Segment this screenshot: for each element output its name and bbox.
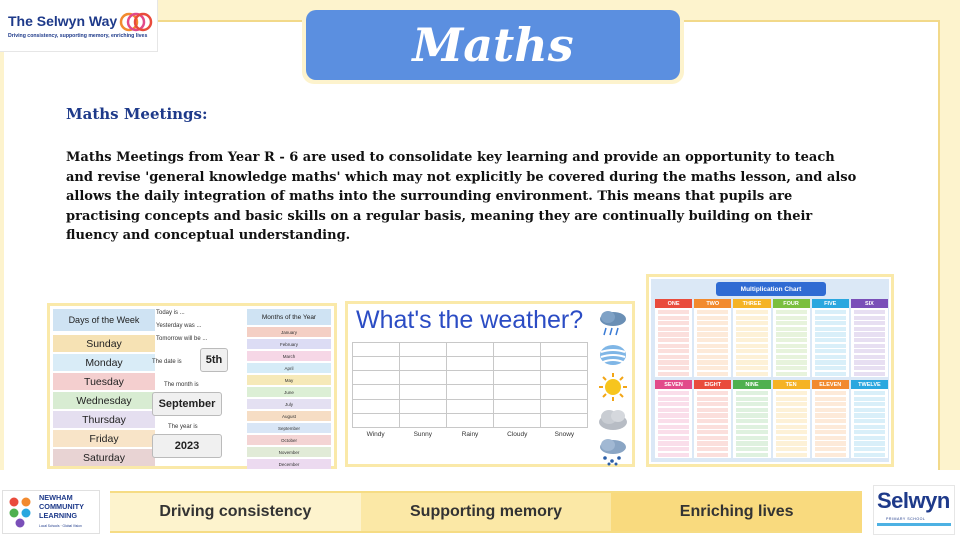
section-heading: Maths Meetings: xyxy=(66,105,208,123)
times-table-row xyxy=(658,327,689,331)
times-table-row xyxy=(697,425,728,429)
times-table-rows xyxy=(733,389,770,460)
times-table-row xyxy=(697,366,728,370)
times-table-row xyxy=(854,419,885,423)
cloud-icon xyxy=(596,404,630,434)
times-table-row xyxy=(697,355,728,359)
times-table-row xyxy=(736,355,767,359)
times-table-row xyxy=(815,338,846,342)
weather-grid-cell xyxy=(447,413,494,427)
weather-grid-cell xyxy=(494,385,541,399)
times-table-row xyxy=(736,327,767,331)
times-table xyxy=(851,380,888,458)
newham-logo xyxy=(2,490,100,534)
times-table-row xyxy=(697,349,728,353)
times-table-row xyxy=(854,408,885,412)
times-table-heading: NINE xyxy=(733,380,770,389)
times-table-row xyxy=(854,391,885,395)
times-table-row xyxy=(776,441,807,445)
tables-grid xyxy=(655,299,888,458)
times-table-row xyxy=(658,316,689,320)
weather-grid-row xyxy=(353,371,588,385)
times-table-row xyxy=(697,321,728,325)
month-row: March xyxy=(247,351,331,361)
times-table-row xyxy=(815,360,846,364)
times-table-row xyxy=(815,316,846,320)
times-table-row xyxy=(854,332,885,336)
times-table-row xyxy=(815,402,846,406)
times-table-rows xyxy=(694,389,731,460)
times-table xyxy=(655,380,692,458)
newham-line: NEWHAM xyxy=(39,493,73,502)
weather-grid-cell xyxy=(447,357,494,371)
month-row: December xyxy=(247,459,331,469)
times-table-row xyxy=(854,310,885,314)
times-table-row xyxy=(854,360,885,364)
times-table-row xyxy=(815,349,846,353)
times-table-heading: TEN xyxy=(773,380,810,389)
weather-column-label: Cloudy xyxy=(507,431,528,438)
times-table-row xyxy=(697,413,728,417)
times-table-row xyxy=(736,360,767,364)
month-row: September xyxy=(247,423,331,433)
days-column xyxy=(53,309,155,468)
newham-name xyxy=(39,494,84,520)
times-table-row xyxy=(736,447,767,451)
times-table xyxy=(733,299,770,377)
logo-underline xyxy=(877,523,951,526)
times-table-row xyxy=(736,372,767,376)
times-table-row xyxy=(776,453,807,457)
date-label: The date is xyxy=(152,359,182,365)
rings-logo-icon xyxy=(118,10,154,34)
times-table-row xyxy=(658,430,689,434)
yesterday-label: Yesterday was ... xyxy=(156,323,202,329)
times-table-row xyxy=(776,344,807,348)
times-table-row xyxy=(697,436,728,440)
weather-grid-cell xyxy=(400,357,447,371)
times-table-row xyxy=(815,419,846,423)
times-table-row xyxy=(736,453,767,457)
year-value: 2023 xyxy=(152,434,222,458)
times-table-row xyxy=(854,413,885,417)
month-row: April xyxy=(247,363,331,373)
weather-column-label: Rainy xyxy=(461,431,479,438)
newham-line: COMMUNITY xyxy=(39,501,84,511)
selwyn-school-logo xyxy=(873,485,955,535)
times-table-heading: ELEVEN xyxy=(812,380,849,389)
month-label: The month is xyxy=(164,382,199,388)
selwyn-way-logo xyxy=(0,0,158,52)
day-row: Tuesday xyxy=(53,373,155,390)
section-paragraph: Maths Meetings from Year R - 6 are used to consolidate key learning and provide an opportunity to teach and revise 'general knowledge maths' which may not explicitly be covered during the maths lesson, and also allows the daily integration of maths into the surrounding environment. This means that pupils are practising concepts and basic skills on a regular basis, meaning they are continually building on their fluency and conceptual understanding. xyxy=(66,150,857,243)
times-table-rows xyxy=(851,389,888,460)
weather-title: What's the weather? xyxy=(356,306,584,334)
months-heading: Months of the Year xyxy=(247,309,331,325)
times-table-row xyxy=(697,344,728,348)
times-table-rows xyxy=(655,389,692,460)
times-table-rows xyxy=(812,389,849,460)
weather-grid-cell xyxy=(447,399,494,413)
weather-grid-cell xyxy=(494,371,541,385)
times-table-row xyxy=(658,360,689,364)
times-table-rows xyxy=(851,308,888,379)
times-table-row xyxy=(854,327,885,331)
times-table-row xyxy=(854,338,885,342)
weather-grid-row xyxy=(353,399,588,413)
times-table-row xyxy=(815,430,846,434)
times-table-row xyxy=(736,332,767,336)
times-table-heading: TWELVE xyxy=(851,380,888,389)
times-table-row xyxy=(736,430,767,434)
times-table-row xyxy=(815,413,846,417)
times-table-row xyxy=(776,408,807,412)
times-table-row xyxy=(658,366,689,370)
weather-grid-cell xyxy=(353,413,400,427)
calendar-image xyxy=(47,303,337,469)
times-table-row xyxy=(658,441,689,445)
times-table-row xyxy=(697,338,728,342)
weather-grid-row xyxy=(353,343,588,357)
weather-image xyxy=(345,301,635,467)
times-table xyxy=(773,380,810,458)
times-table-rows xyxy=(812,308,849,379)
times-table-heading: EIGHT xyxy=(694,380,731,389)
weather-grid-row xyxy=(353,385,588,399)
times-table-row xyxy=(854,436,885,440)
weather-grid-cell xyxy=(400,371,447,385)
times-table-heading: THREE xyxy=(733,299,770,308)
year-label: The year is xyxy=(168,424,198,430)
times-table-row xyxy=(854,355,885,359)
times-table-row xyxy=(697,441,728,445)
tomorrow-label: Tomorrow will be ... xyxy=(156,336,208,342)
weather-labels xyxy=(352,431,588,438)
times-table-row xyxy=(854,366,885,370)
times-table-row xyxy=(697,430,728,434)
month-row: October xyxy=(247,435,331,445)
times-table-row xyxy=(736,316,767,320)
wind-icon xyxy=(596,340,630,370)
times-table-row xyxy=(658,344,689,348)
times-table-row xyxy=(697,372,728,376)
times-table-row xyxy=(854,349,885,353)
times-table-row xyxy=(697,360,728,364)
weather-grid-cell xyxy=(494,399,541,413)
times-table-row xyxy=(776,366,807,370)
day-row: Saturday xyxy=(53,449,155,466)
frame-right xyxy=(940,0,960,470)
weather-grid xyxy=(352,342,588,428)
times-table-row xyxy=(815,366,846,370)
weather-grid-cell xyxy=(353,371,400,385)
times-table-row xyxy=(658,447,689,451)
times-table-row xyxy=(697,408,728,412)
weather-grid-row xyxy=(353,413,588,427)
weather-grid-cell xyxy=(400,385,447,399)
times-table-row xyxy=(658,453,689,457)
newham-logo-icon xyxy=(6,495,36,529)
logo-title: The Selwyn Way xyxy=(8,13,118,29)
weather-grid-cell xyxy=(541,343,588,357)
times-table-row xyxy=(815,310,846,314)
times-table-row xyxy=(815,425,846,429)
times-table-row xyxy=(697,397,728,401)
times-table-row xyxy=(736,402,767,406)
times-table-row xyxy=(697,419,728,423)
times-table-row xyxy=(697,447,728,451)
logo-tagline: Driving consistency, supporting memory, enriching lives xyxy=(8,33,148,39)
times-table-row xyxy=(736,321,767,325)
times-table-row xyxy=(776,391,807,395)
times-table-row xyxy=(776,436,807,440)
weather-grid-cell xyxy=(353,343,400,357)
times-table-row xyxy=(776,360,807,364)
times-table-row xyxy=(736,349,767,353)
times-table-rows xyxy=(733,308,770,379)
times-table-row xyxy=(815,327,846,331)
times-table-row xyxy=(776,338,807,342)
times-table-row xyxy=(736,391,767,395)
weather-grid-cell xyxy=(353,357,400,371)
weather-grid-cell xyxy=(400,413,447,427)
times-table-row xyxy=(815,391,846,395)
times-table-row xyxy=(815,355,846,359)
times-table-row xyxy=(776,419,807,423)
weather-grid-row xyxy=(353,357,588,371)
title-banner xyxy=(306,10,680,80)
times-table-row xyxy=(736,338,767,342)
times-table-row xyxy=(697,332,728,336)
month-row: November xyxy=(247,447,331,457)
times-table-row xyxy=(776,310,807,314)
page-title: Maths xyxy=(412,18,574,72)
times-table-row xyxy=(658,402,689,406)
times-table-row xyxy=(658,425,689,429)
times-table-row xyxy=(658,397,689,401)
times-table-row xyxy=(658,321,689,325)
month-row: May xyxy=(247,375,331,385)
days-heading: Days of the Week xyxy=(53,309,155,331)
times-table-row xyxy=(854,430,885,434)
times-table-row xyxy=(854,372,885,376)
snow-cloud-icon xyxy=(596,436,630,466)
times-table-row xyxy=(658,419,689,423)
times-table-heading: FOUR xyxy=(773,299,810,308)
times-table-heading: FIVE xyxy=(812,299,849,308)
times-table-row xyxy=(776,327,807,331)
times-table-row xyxy=(776,425,807,429)
times-table-row xyxy=(815,372,846,376)
times-table xyxy=(812,380,849,458)
times-table-row xyxy=(815,436,846,440)
times-table-row xyxy=(736,441,767,445)
times-table-row xyxy=(658,349,689,353)
day-row: Wednesday xyxy=(53,392,155,409)
times-table xyxy=(812,299,849,377)
month-row: February xyxy=(247,339,331,349)
weather-grid-cell xyxy=(447,343,494,357)
times-table-row xyxy=(736,413,767,417)
times-table-row xyxy=(776,413,807,417)
times-table-row xyxy=(815,397,846,401)
times-table-row xyxy=(854,447,885,451)
times-table xyxy=(773,299,810,377)
weather-grid-cell xyxy=(494,413,541,427)
times-table-row xyxy=(854,397,885,401)
weather-grid-cell xyxy=(541,413,588,427)
day-row: Friday xyxy=(53,430,155,447)
day-row: Thursday xyxy=(53,411,155,428)
times-table-rows xyxy=(773,389,810,460)
times-table-row xyxy=(776,316,807,320)
weather-column-label: Sunny xyxy=(413,431,433,438)
times-table-row xyxy=(854,453,885,457)
weather-grid-cell xyxy=(541,357,588,371)
weather-column-label: Windy xyxy=(366,431,385,438)
frame-line xyxy=(938,20,940,470)
times-table-row xyxy=(815,408,846,412)
values-bar xyxy=(110,491,862,533)
times-table-row xyxy=(854,441,885,445)
newham-tagline: Local Schools · Global Vision xyxy=(39,524,82,528)
weather-grid-cell xyxy=(353,399,400,413)
weather-grid-cell xyxy=(541,399,588,413)
times-table-row xyxy=(697,327,728,331)
month-row: July xyxy=(247,399,331,409)
times-table-row xyxy=(658,355,689,359)
chart-title: Multiplication Chart xyxy=(716,282,826,296)
times-table-rows xyxy=(655,308,692,379)
times-table-row xyxy=(776,349,807,353)
weather-grid-cell xyxy=(447,371,494,385)
value-supporting-memory: Supporting memory xyxy=(361,493,612,531)
day-row: Monday xyxy=(53,354,155,371)
weather-grid-cell xyxy=(400,343,447,357)
weather-grid-cell xyxy=(494,343,541,357)
times-table xyxy=(655,299,692,377)
month-row: January xyxy=(247,327,331,337)
weather-grid-cell xyxy=(400,399,447,413)
times-table-row xyxy=(815,453,846,457)
times-table-row xyxy=(697,402,728,406)
times-table-row xyxy=(658,391,689,395)
times-table-row xyxy=(658,408,689,412)
times-table-row xyxy=(854,402,885,406)
weather-grid-cell xyxy=(353,385,400,399)
times-table xyxy=(733,380,770,458)
sun-icon xyxy=(596,372,630,402)
times-table-row xyxy=(854,321,885,325)
times-table-row xyxy=(736,397,767,401)
times-table-row xyxy=(658,338,689,342)
times-table-row xyxy=(658,332,689,336)
month-row: August xyxy=(247,411,331,421)
times-table-row xyxy=(697,453,728,457)
times-table xyxy=(851,299,888,377)
day-row: Sunday xyxy=(53,335,155,352)
today-label: Today is ... xyxy=(156,310,185,316)
months-column xyxy=(247,309,331,471)
times-table xyxy=(694,380,731,458)
times-table-row xyxy=(658,310,689,314)
frame-left xyxy=(0,0,4,470)
newham-line: LEARNING xyxy=(39,510,78,520)
times-table-row xyxy=(697,316,728,320)
times-table-row xyxy=(815,332,846,336)
times-table-row xyxy=(776,355,807,359)
times-table-row xyxy=(736,425,767,429)
times-table-row xyxy=(776,447,807,451)
times-table-row xyxy=(776,402,807,406)
times-table-rows xyxy=(694,308,731,379)
month-row: June xyxy=(247,387,331,397)
times-table-row xyxy=(815,441,846,445)
times-table-row xyxy=(776,430,807,434)
school-subtitle: PRIMARY SCHOOL xyxy=(886,517,926,521)
times-table-row xyxy=(658,372,689,376)
weather-grid-cell xyxy=(541,385,588,399)
times-table-row xyxy=(736,344,767,348)
times-table-heading: TWO xyxy=(694,299,731,308)
times-table-row xyxy=(697,310,728,314)
times-table-row xyxy=(776,372,807,376)
times-table-heading: ONE xyxy=(655,299,692,308)
times-table-heading: SIX xyxy=(851,299,888,308)
rain-cloud-icon xyxy=(596,308,630,338)
times-table-row xyxy=(854,316,885,320)
times-table-row xyxy=(658,436,689,440)
times-table-row xyxy=(736,436,767,440)
times-table-row xyxy=(776,332,807,336)
times-table-row xyxy=(776,397,807,401)
weather-icons xyxy=(596,308,630,468)
times-table-row xyxy=(736,366,767,370)
value-driving-consistency: Driving consistency xyxy=(110,493,361,531)
school-name: Selwyn xyxy=(877,488,950,513)
times-table-row xyxy=(776,321,807,325)
times-table-row xyxy=(815,344,846,348)
times-table xyxy=(694,299,731,377)
times-table-heading: SEVEN xyxy=(655,380,692,389)
times-table-row xyxy=(658,413,689,417)
date-value: 5th xyxy=(200,348,228,372)
weather-grid-cell xyxy=(447,385,494,399)
times-table-row xyxy=(736,310,767,314)
times-table-rows xyxy=(773,308,810,379)
weather-column-label: Snowy xyxy=(554,431,575,438)
multiplication-chart-image xyxy=(646,274,894,467)
times-table-row xyxy=(815,321,846,325)
times-table-row xyxy=(697,391,728,395)
times-table-row xyxy=(815,447,846,451)
times-table-row xyxy=(736,419,767,423)
times-table-row xyxy=(736,408,767,412)
value-enriching-lives: Enriching lives xyxy=(611,493,862,531)
weather-grid-cell xyxy=(541,371,588,385)
month-value: September xyxy=(152,392,222,416)
weather-grid-cell xyxy=(494,357,541,371)
times-table-row xyxy=(854,344,885,348)
times-table-row xyxy=(854,425,885,429)
